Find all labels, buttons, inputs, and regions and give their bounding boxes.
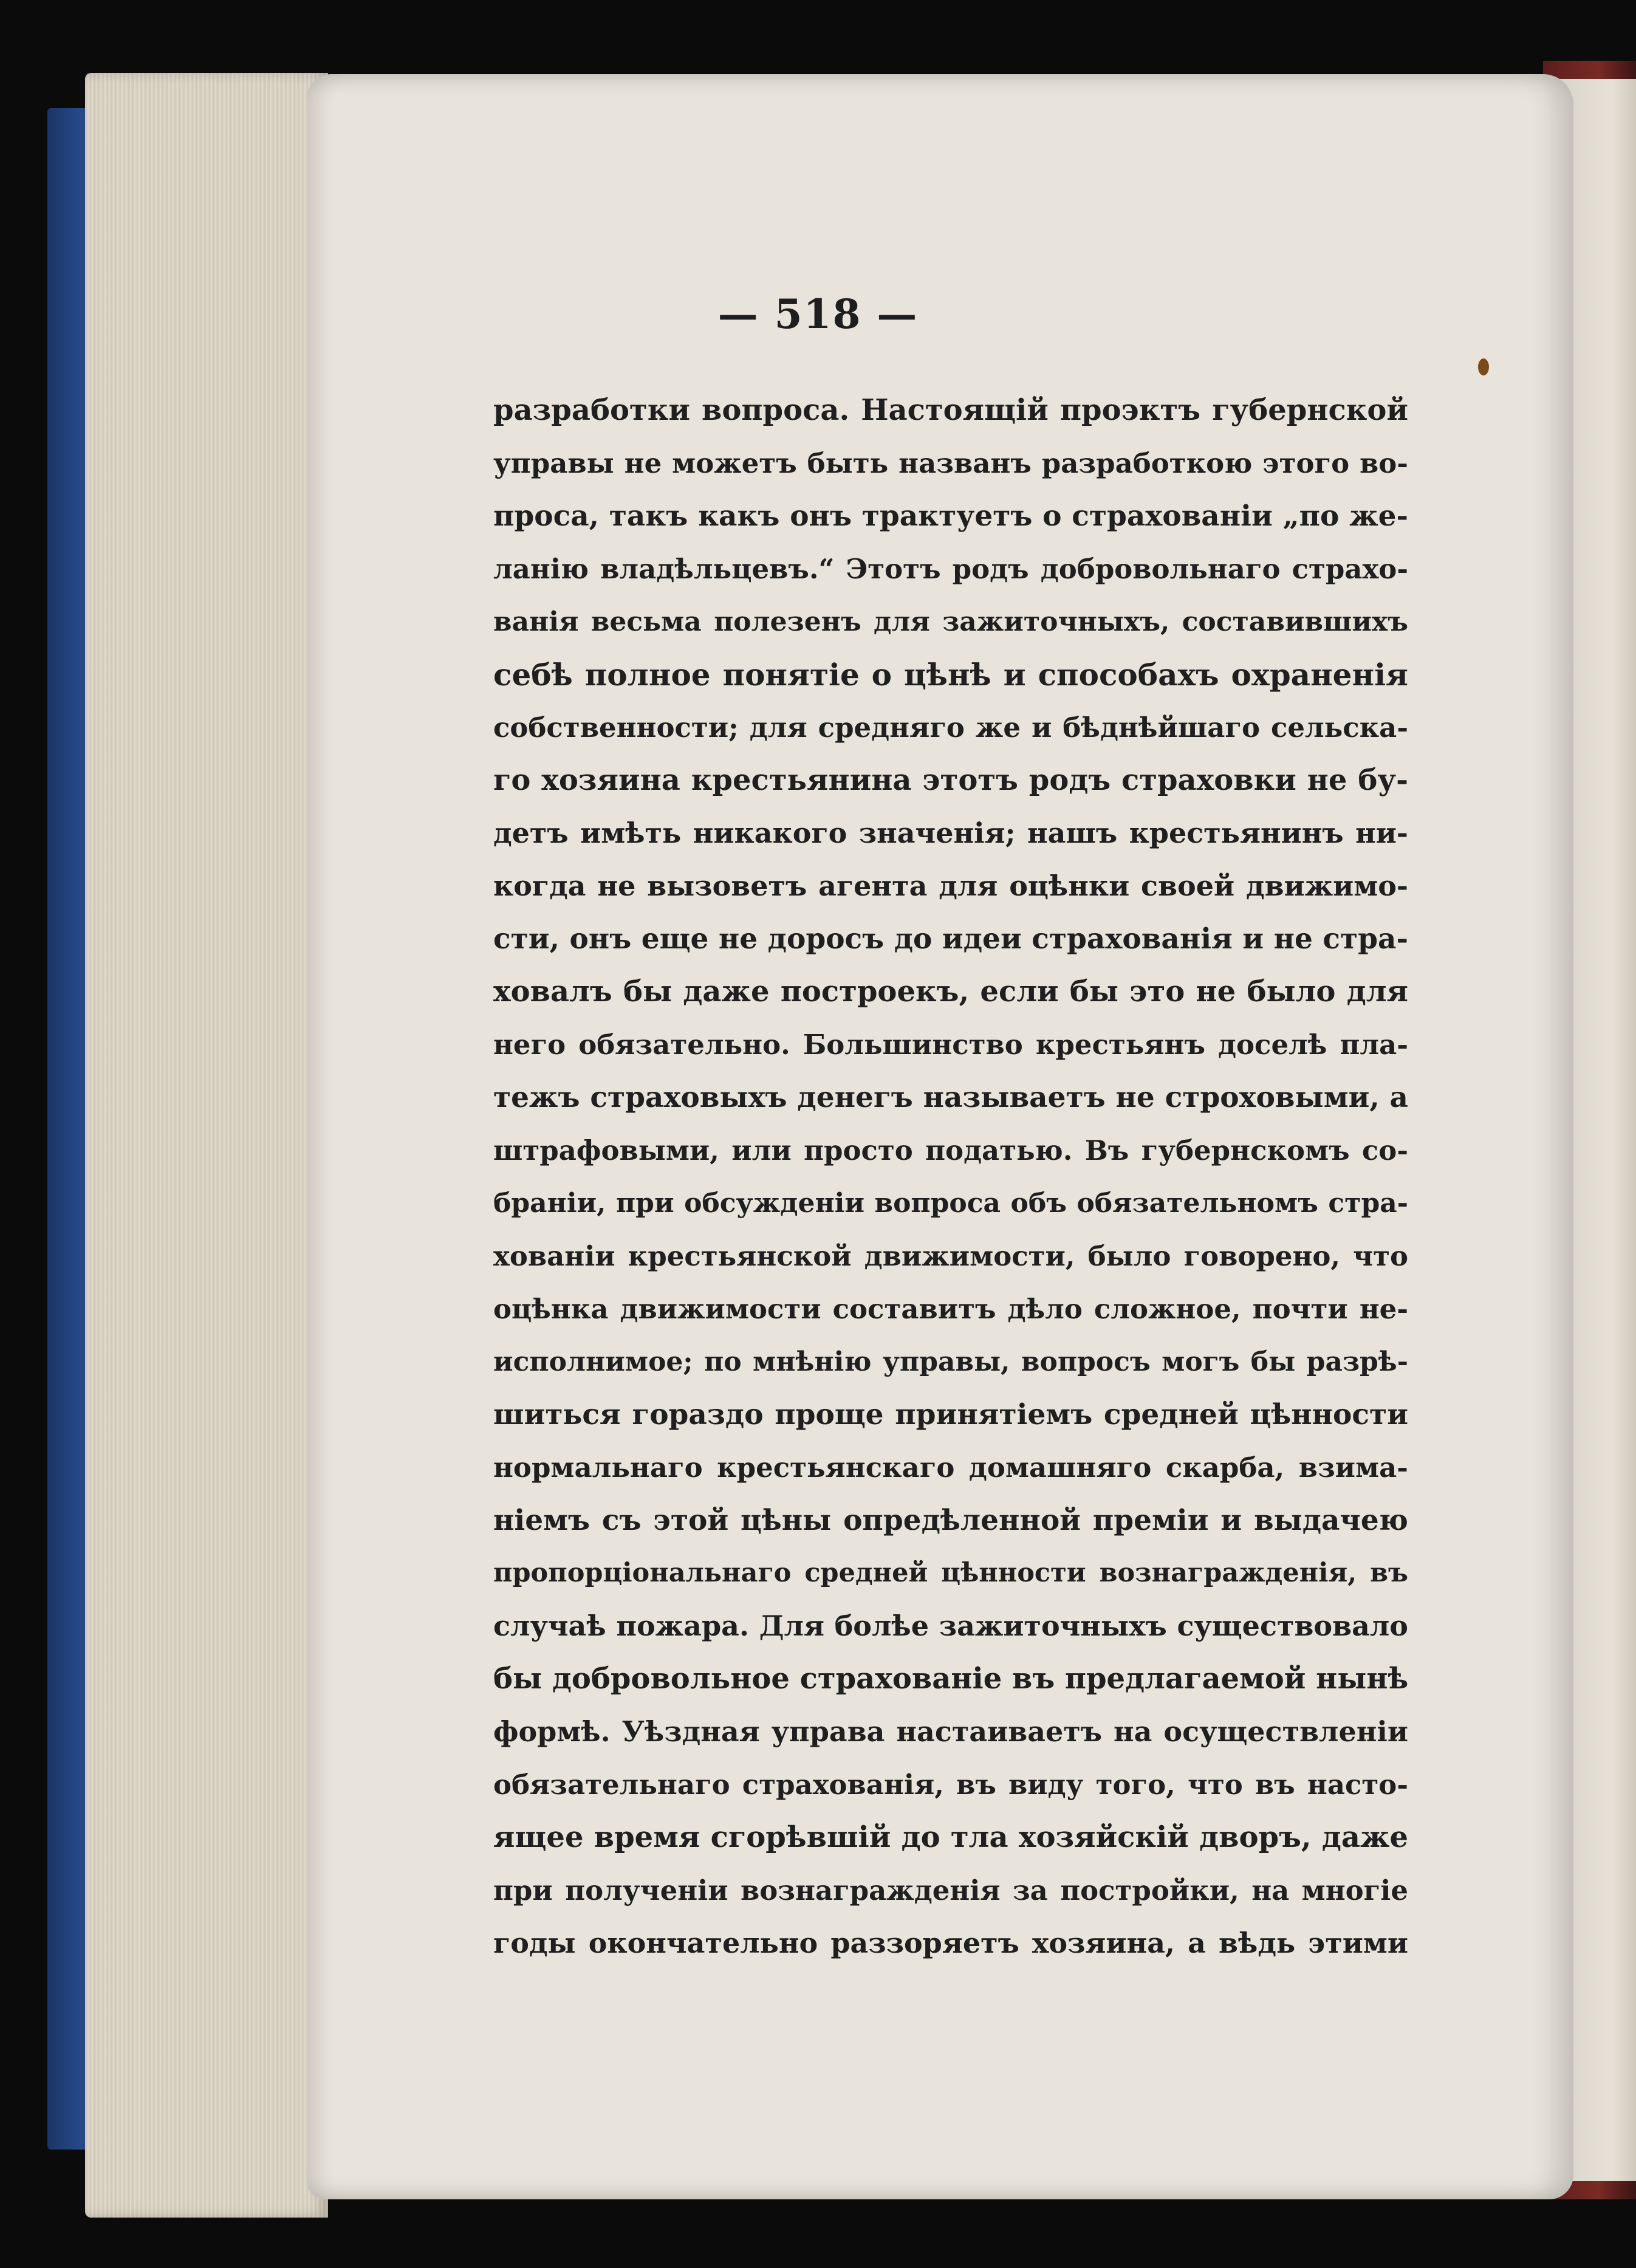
page-number: — 518 — <box>717 290 919 338</box>
text-line: исполнимое; по мнѣнію управы, вопросъ могъ бы разрѣ- <box>493 1346 1408 1377</box>
text-line: сти, онъ еще не доросъ до идеи страхованія и не стра- <box>493 922 1408 956</box>
text-line: при полученіи вознагражденія за постройки, на многіе <box>493 1874 1408 1907</box>
text-line: проса, такъ какъ онъ трактуетъ о страхованіи „по же- <box>493 499 1408 533</box>
text-line: ванія весьма полезенъ для зажиточныхъ, составившихъ <box>493 606 1408 637</box>
text-line: разработки вопроса. Настоящій проэктъ губернской <box>493 393 1408 427</box>
text-line: ховалъ бы даже построекъ, если бы это не было для <box>493 975 1408 1009</box>
text-line: штрафовыми, или просто податью. Въ губернскомъ со- <box>493 1134 1408 1167</box>
text-line: детъ имѣть никакого значенія; нашъ крестьянинъ ни- <box>493 817 1408 849</box>
text-line: когда не вызоветъ агента для оцѣнки своей движимо- <box>493 869 1408 902</box>
text-line: оцѣнка движимости составитъ дѣло сложное, почти не- <box>493 1293 1408 1325</box>
text-line: ящее время сгорѣвшій до тла хозяйскій дворъ, даже <box>493 1820 1408 1854</box>
text-line: бы добровольное страхованіе въ предлагаемой нынѣ <box>493 1662 1409 1696</box>
body-text <box>493 384 1408 1970</box>
text-line: браніи, при обсужденіи вопроса объ обязательномъ стра- <box>493 1188 1408 1219</box>
ink-spot <box>1478 358 1489 375</box>
text-line: хованіи крестьянской движимости, было говорено, что <box>493 1240 1408 1272</box>
page-edges <box>85 73 328 2218</box>
text-line: него обязательно. Большинство крестьянъ доселѣ пла- <box>493 1029 1408 1061</box>
text-line: годы окончательно раззоряетъ хозяина, а вѣдь этими <box>493 1927 1408 1959</box>
text-line: пропорціональнаго средней цѣнности вознагражденія, въ <box>493 1558 1408 1588</box>
text-line: себѣ полное понятіе о цѣнѣ и способахъ охраненія <box>493 657 1408 693</box>
text-line: случаѣ пожара. Для болѣе зажиточныхъ существовало <box>493 1609 1408 1642</box>
text-line: шиться гораздо проще принятіемъ средней цѣнности <box>493 1398 1408 1431</box>
text-line: ніемъ съ этой цѣны опредѣленной преміи и выдачею <box>493 1504 1408 1537</box>
text-line: формѣ. Уѣздная управа настаиваетъ на осуществленіи <box>493 1715 1408 1748</box>
text-line: собственности; для средняго же и бѣднѣйшаго сельска- <box>493 711 1408 744</box>
text-line: тежъ страховыхъ денегъ называетъ не строховыми, а <box>493 1081 1408 1114</box>
text-line: управы не можетъ быть названъ разработкою этого во- <box>493 447 1408 479</box>
text-line: ланію владѣльцевъ.“ Этотъ родъ добровольнаго страхо- <box>493 553 1408 585</box>
text-line: го хозяина крестьянина этотъ родъ страховки не бу- <box>493 763 1408 797</box>
text-line: нормальнаго крестьянскаго домашняго скарба, взима- <box>493 1451 1408 1484</box>
text-line: обязательнаго страхованія, въ виду того, что въ насто- <box>493 1769 1408 1801</box>
